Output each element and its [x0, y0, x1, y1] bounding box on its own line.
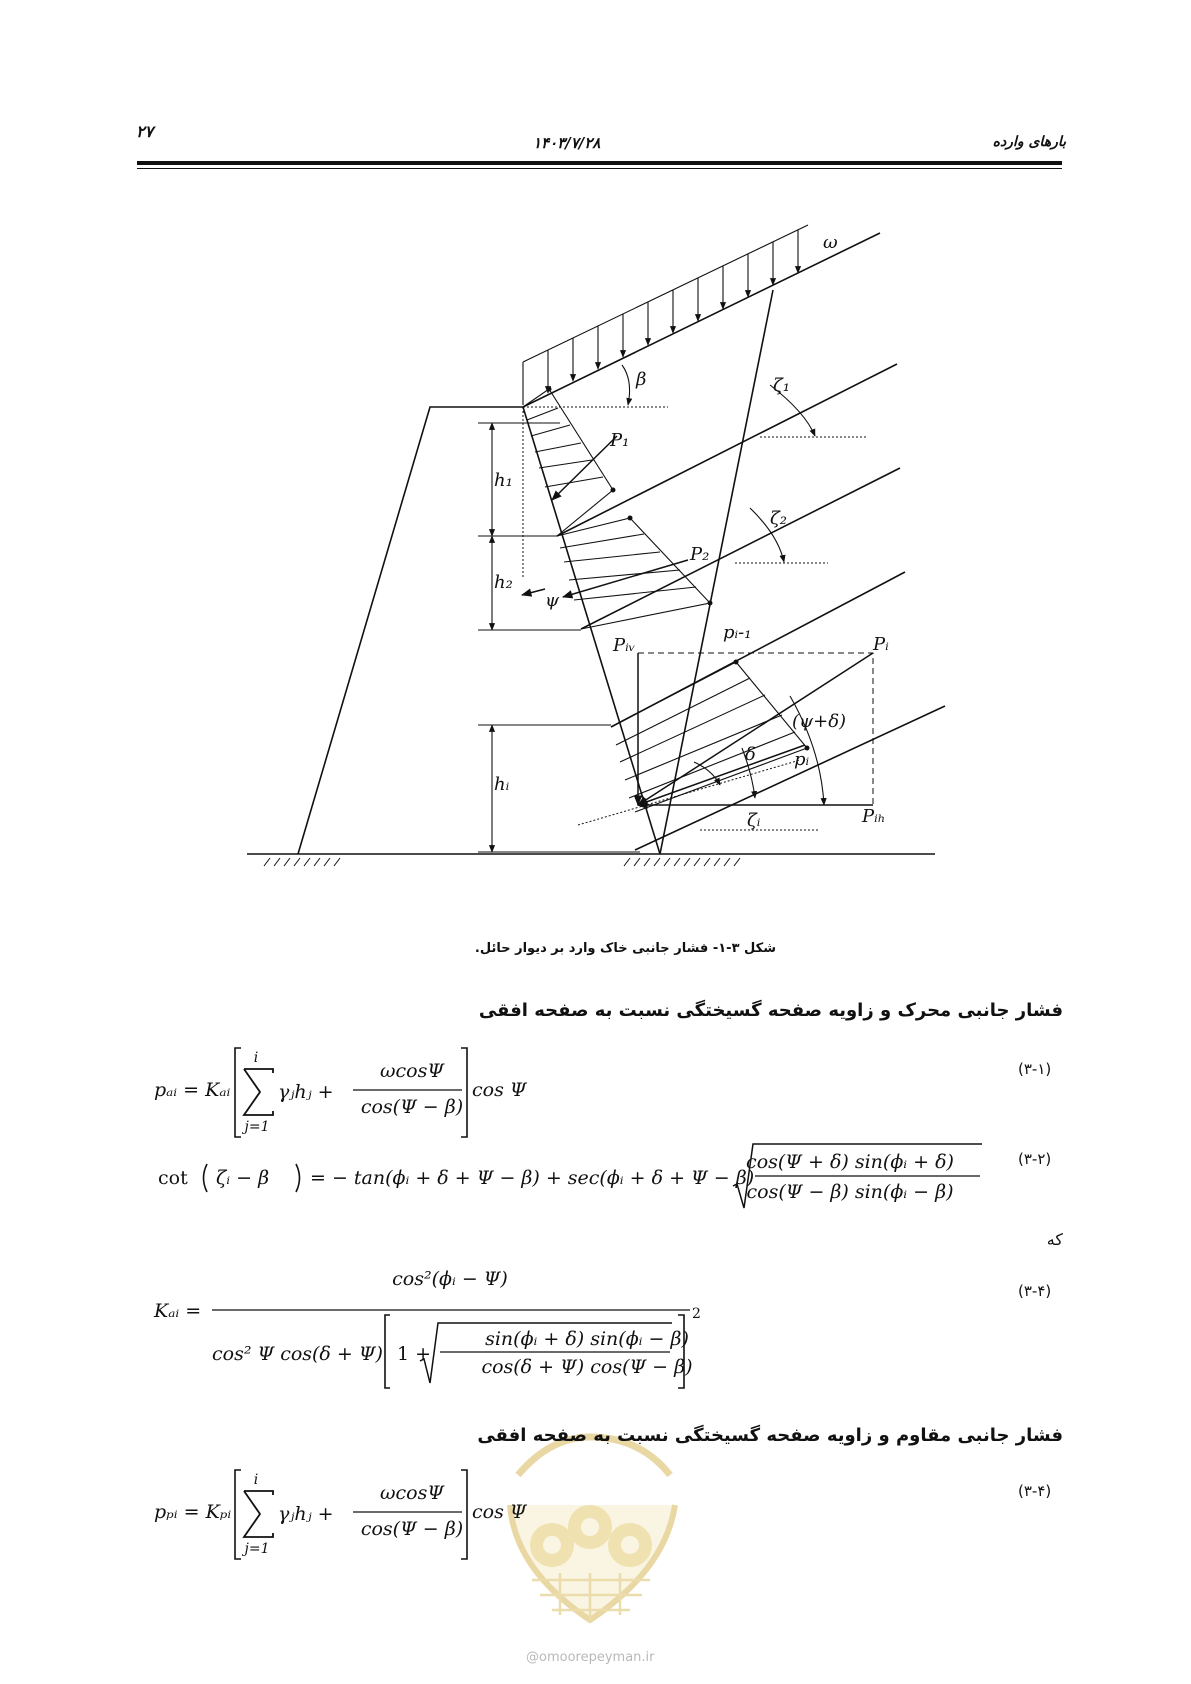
- running-header-date: ۱۴۰۳/۷/۲۸: [533, 134, 601, 152]
- watermark-url: [526, 1650, 654, 1665]
- eq2-root-den: cos(Ψ − β) sin(ϕᵢ − β): [746, 1181, 954, 1203]
- eq4-frac-num: ωcosΨ: [380, 1482, 444, 1504]
- page-number: ۲۷: [136, 122, 154, 141]
- section-heading-active: فشار جانبی محرک و زاویه صفحه گسیختگی نسبت به صفحه افقی: [478, 1000, 1063, 1021]
- label-h2: h₂: [494, 572, 513, 593]
- section-heading-passive: فشار جانبی مقاوم و زاویه صفحه گسیختگی نسبت به صفحه افقی: [477, 1425, 1063, 1446]
- eq3-root-num: sin(ϕᵢ + δ) sin(ϕᵢ − β): [485, 1328, 689, 1350]
- label-pi-small: pᵢ: [794, 749, 810, 770]
- label-psi: ψ: [545, 590, 560, 611]
- eq4-sum-bottom: j=1: [244, 1541, 270, 1557]
- eq1-term: γⱼhⱼ +: [278, 1081, 334, 1103]
- label-pim1: pᵢ-₁: [723, 622, 752, 643]
- eq2-rhs: = − tan(ϕᵢ + δ + Ψ − β) + sec(ϕᵢ + δ + Ψ − β): [310, 1167, 755, 1189]
- label-hi: hᵢ: [494, 774, 510, 795]
- eq3-exponent: 2: [692, 1306, 701, 1322]
- eq2-lhs: cot: [158, 1167, 188, 1189]
- equation-number-2: (۳-۲): [1018, 1150, 1052, 1168]
- equation-2: [150, 1138, 1000, 1213]
- at-icon: @: [526, 1650, 539, 1665]
- label-zeta2: ζ₂: [770, 508, 787, 529]
- watermark-url-text: omoorepeyman.ir: [539, 1650, 655, 1665]
- eq4-tail: cos Ψ: [472, 1501, 527, 1523]
- eq3-one-plus: 1 +: [397, 1343, 432, 1365]
- eq3-num: cos²(ϕᵢ − Ψ): [392, 1268, 508, 1290]
- eq1-lhs: pₐᵢ = Kₐᵢ: [154, 1079, 231, 1101]
- label-pih: Pᵢₕ: [862, 806, 886, 827]
- eq1-tail: cos Ψ: [472, 1079, 527, 1101]
- eq1-sum-top: i: [253, 1050, 259, 1066]
- eq4-sum-top: i: [253, 1472, 259, 1488]
- eq4-frac-den: cos(Ψ − β): [360, 1518, 464, 1540]
- label-p1: P₁: [610, 430, 630, 451]
- eq2-root-num: cos(Ψ + δ) sin(ϕᵢ + δ): [746, 1151, 954, 1173]
- label-h1: h₁: [494, 470, 513, 491]
- equation-number-1: (۳-۱): [1018, 1060, 1052, 1078]
- eq4-term: γⱼhⱼ +: [278, 1503, 334, 1525]
- eq1-frac-den: cos(Ψ − β): [360, 1096, 464, 1118]
- label-piv: Pᵢᵥ: [613, 635, 636, 656]
- label-zeta1: ζ₁: [773, 375, 790, 396]
- figure-caption: شکل ۳-۱- فشار جانبی خاک وارد بر دیوار حائل.: [474, 941, 776, 956]
- equation-1: [150, 1045, 570, 1140]
- label-zetai: ζᵢ: [747, 810, 761, 831]
- label-pi-cap: Pᵢ: [873, 634, 889, 655]
- eq3-root-den: cos(δ + Ψ) cos(Ψ − β): [481, 1356, 693, 1378]
- header-rule-thick: [137, 161, 1062, 165]
- label-beta: β: [636, 369, 647, 390]
- running-header-title: بارهای وارده: [992, 134, 1066, 150]
- label-psi-delta: (ψ+δ): [792, 711, 847, 732]
- eq1-sum-bottom: j=1: [244, 1119, 270, 1135]
- equation-number-3: (۳-۴): [1018, 1282, 1052, 1300]
- equation-4: [150, 1467, 570, 1562]
- equation-3: [150, 1265, 730, 1405]
- equation-number-4: (۳-۴): [1018, 1482, 1052, 1500]
- label-p2: P₂: [690, 544, 710, 565]
- retaining-wall-figure: [0, 190, 1191, 870]
- header-rule-thin: [137, 168, 1062, 169]
- eq2-lhs-arg: ζᵢ − β: [216, 1167, 270, 1189]
- eq1-frac-num: ωcosΨ: [380, 1060, 444, 1082]
- label-delta: δ: [745, 744, 756, 765]
- eq3-den-left: cos² Ψ cos(δ + Ψ): [212, 1343, 383, 1365]
- eq4-lhs: pₚᵢ = Kₚᵢ: [154, 1501, 232, 1523]
- where-word: که: [1046, 1230, 1063, 1249]
- eq3-lhs: Kₐᵢ =: [154, 1300, 202, 1322]
- label-omega: ω: [823, 232, 838, 253]
